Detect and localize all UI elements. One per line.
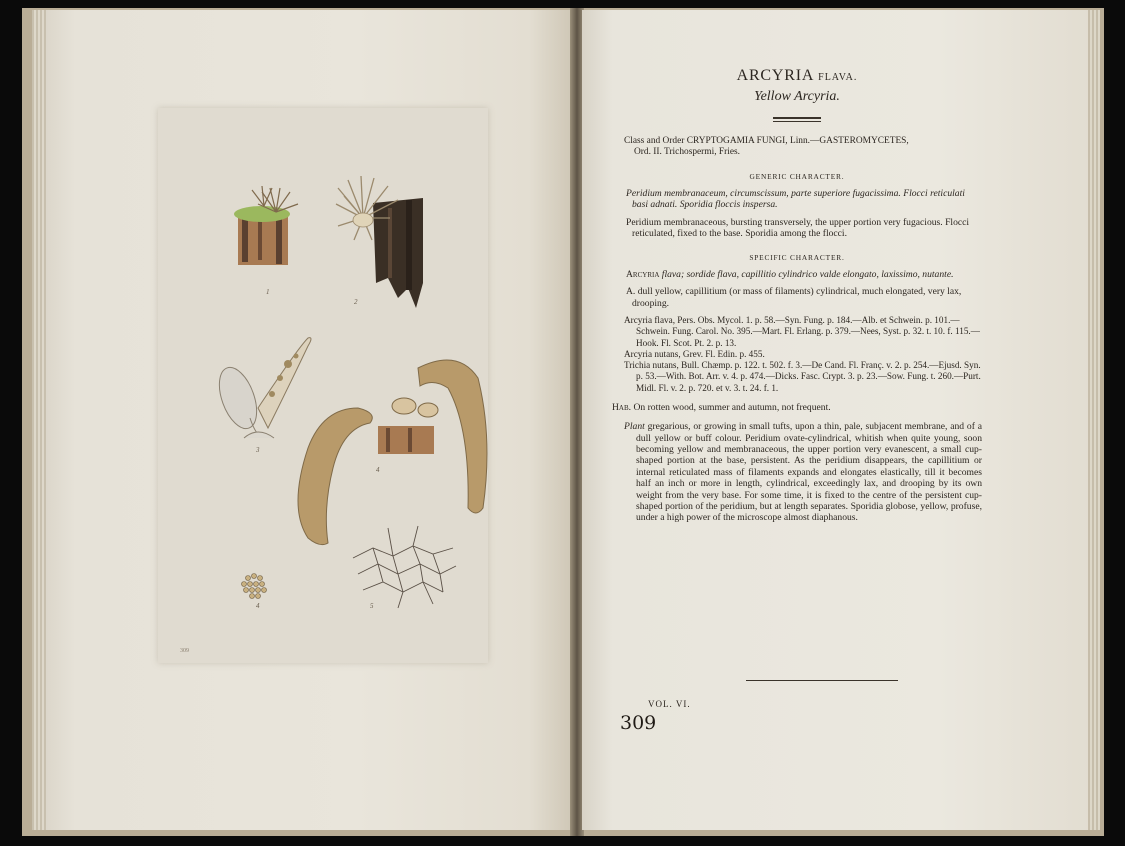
end-rule [746,680,898,681]
figure-5-reticulated-flocci [353,526,456,608]
habitat-text: On rotten wood, summer and autumn, not frequent. [633,401,831,413]
figure-label-4a: 4 [376,466,380,474]
habitat-label: Hab. [612,401,632,413]
page-number: 309 [620,712,657,734]
figure-3-peridia [212,338,311,438]
left-page [32,10,572,830]
classification [612,136,982,159]
specific-character-english: A. dull yellow, capillitium (or mass of filaments) cylindrical, much elongated, very lax, drooping. [626,286,962,309]
generic-character-latin: Peridium membranaceum, circumscissum, parte superiore fugacissima. Flocci reticulati basi adnati. Sporidia floccis inspersa. [626,188,965,211]
title-rule [773,117,821,122]
figure-label-2: 2 [354,298,358,306]
synonymy-ref-1: Arcyria flava, Pers. Obs. Mycol. 1. p. 58.—Syn. Fung. p. 184.—Alb. et Schwein. p. 101.—Schwein. Fung. Carol. No. 395.—Mart. Fl. Erlang. p. 379.—Nees, Syst. p. 32. t. 10. f. 115.—Hook. Fl. Scot. Pt. 2. p. 13. [624,315,980,348]
generic-character-heading: GENERIC CHARACTER. [749,171,845,181]
moss-patch [234,206,290,222]
young-peridium [212,362,264,433]
capillitium-left [298,408,372,545]
title-species: FLAVA. [818,72,858,83]
plate-number: 309 [180,648,189,654]
specific-character-heading: SPECIFIC CHARACTER. [749,252,845,262]
plant-label: Plant [624,421,645,433]
plant-description [612,421,982,524]
synonymy-ref-2: Arcyria nutans, Grev. Fl. Edin. p. 455. [624,348,765,359]
plate-illustration [158,108,488,663]
page-text [612,60,982,524]
specific-character-latin [612,269,982,280]
dark-wood-block [373,198,423,308]
figure-4-spores [242,574,267,599]
synonymy-ref-3: Trichia nutans, Bull. Chæmp. p. 122. t. 502. f. 3.—De Cand. Fl. Franç. v. 2. p. 254.—Ejusd. Syn. p. 53.—With. Bot. Arr. v. 4. p. 474.—Dicks. Fasc. Crypt. 3. p. 23.—Sow. Fung. t. 260.—Purt. Midl. Fl. v. 2. p. 720. et v. 3. t. 24. f. 1. [624,360,981,393]
figure-4-elongated-capillitia [298,360,487,545]
classification-line-1: Class and Order CRYPTOGAMIA FUNGI, Linn.—GASTEROMYCETES, [624,135,909,146]
figure-2-large-tuft-on-wood [336,176,423,308]
figure-label-5: 5 [370,602,374,610]
figure-1-wood-with-tuft [234,186,298,265]
classification-line-2: Ord. II. Trichospermi, Fries. [634,147,740,158]
specific-latin-genus: Arcyria [626,269,660,281]
figure-label-1: 1 [266,288,270,296]
page-title [612,67,982,84]
plant-text: gregarious, or growing in small tufts, upon a thin, pale, subjacent membrane, and of a dull yellow or buff colour. Peridium ovate-cylindrical, whitish when quite young, soon becoming yellow and membranaceous, the upper portion very evanescent, a small cup-shaped portion at the base, persistent. As the peridium disappears, the capillitium or internal reticulated mass of filaments expands and elongates elastically, till it becomes half an inch or more in length, cylindrical, exceedingly lax, and drooping by its own weight from the very base. For some time, it is fixed to the centre of the persistent cup-shaped portion of the peridium, but at length separates. Sporidia globose, yellow, profuse, under a high power of the microscope almost diaphanous. [636,421,982,524]
generic-character-english: Peridium membranaceous, bursting transversely, the upper portion very fugacious. Flocci reticulated, fixed to the base. Sporidia among the flocci. [626,216,970,240]
habitat [612,402,982,413]
figure-label-4b: 4 [256,602,260,610]
opening-peridium [258,338,311,428]
specific-latin-text: flava; sordide flava, capillitio cylindrico valde elongato, laxissimo, nutante. [661,269,954,281]
title-genus: ARCYRIA [736,67,814,84]
common-name: Yellow Arcyria. [754,89,840,105]
volume-label: VOL. VI. [648,699,691,709]
botanical-plate [158,108,488,663]
figure-label-3: 3 [256,446,260,454]
